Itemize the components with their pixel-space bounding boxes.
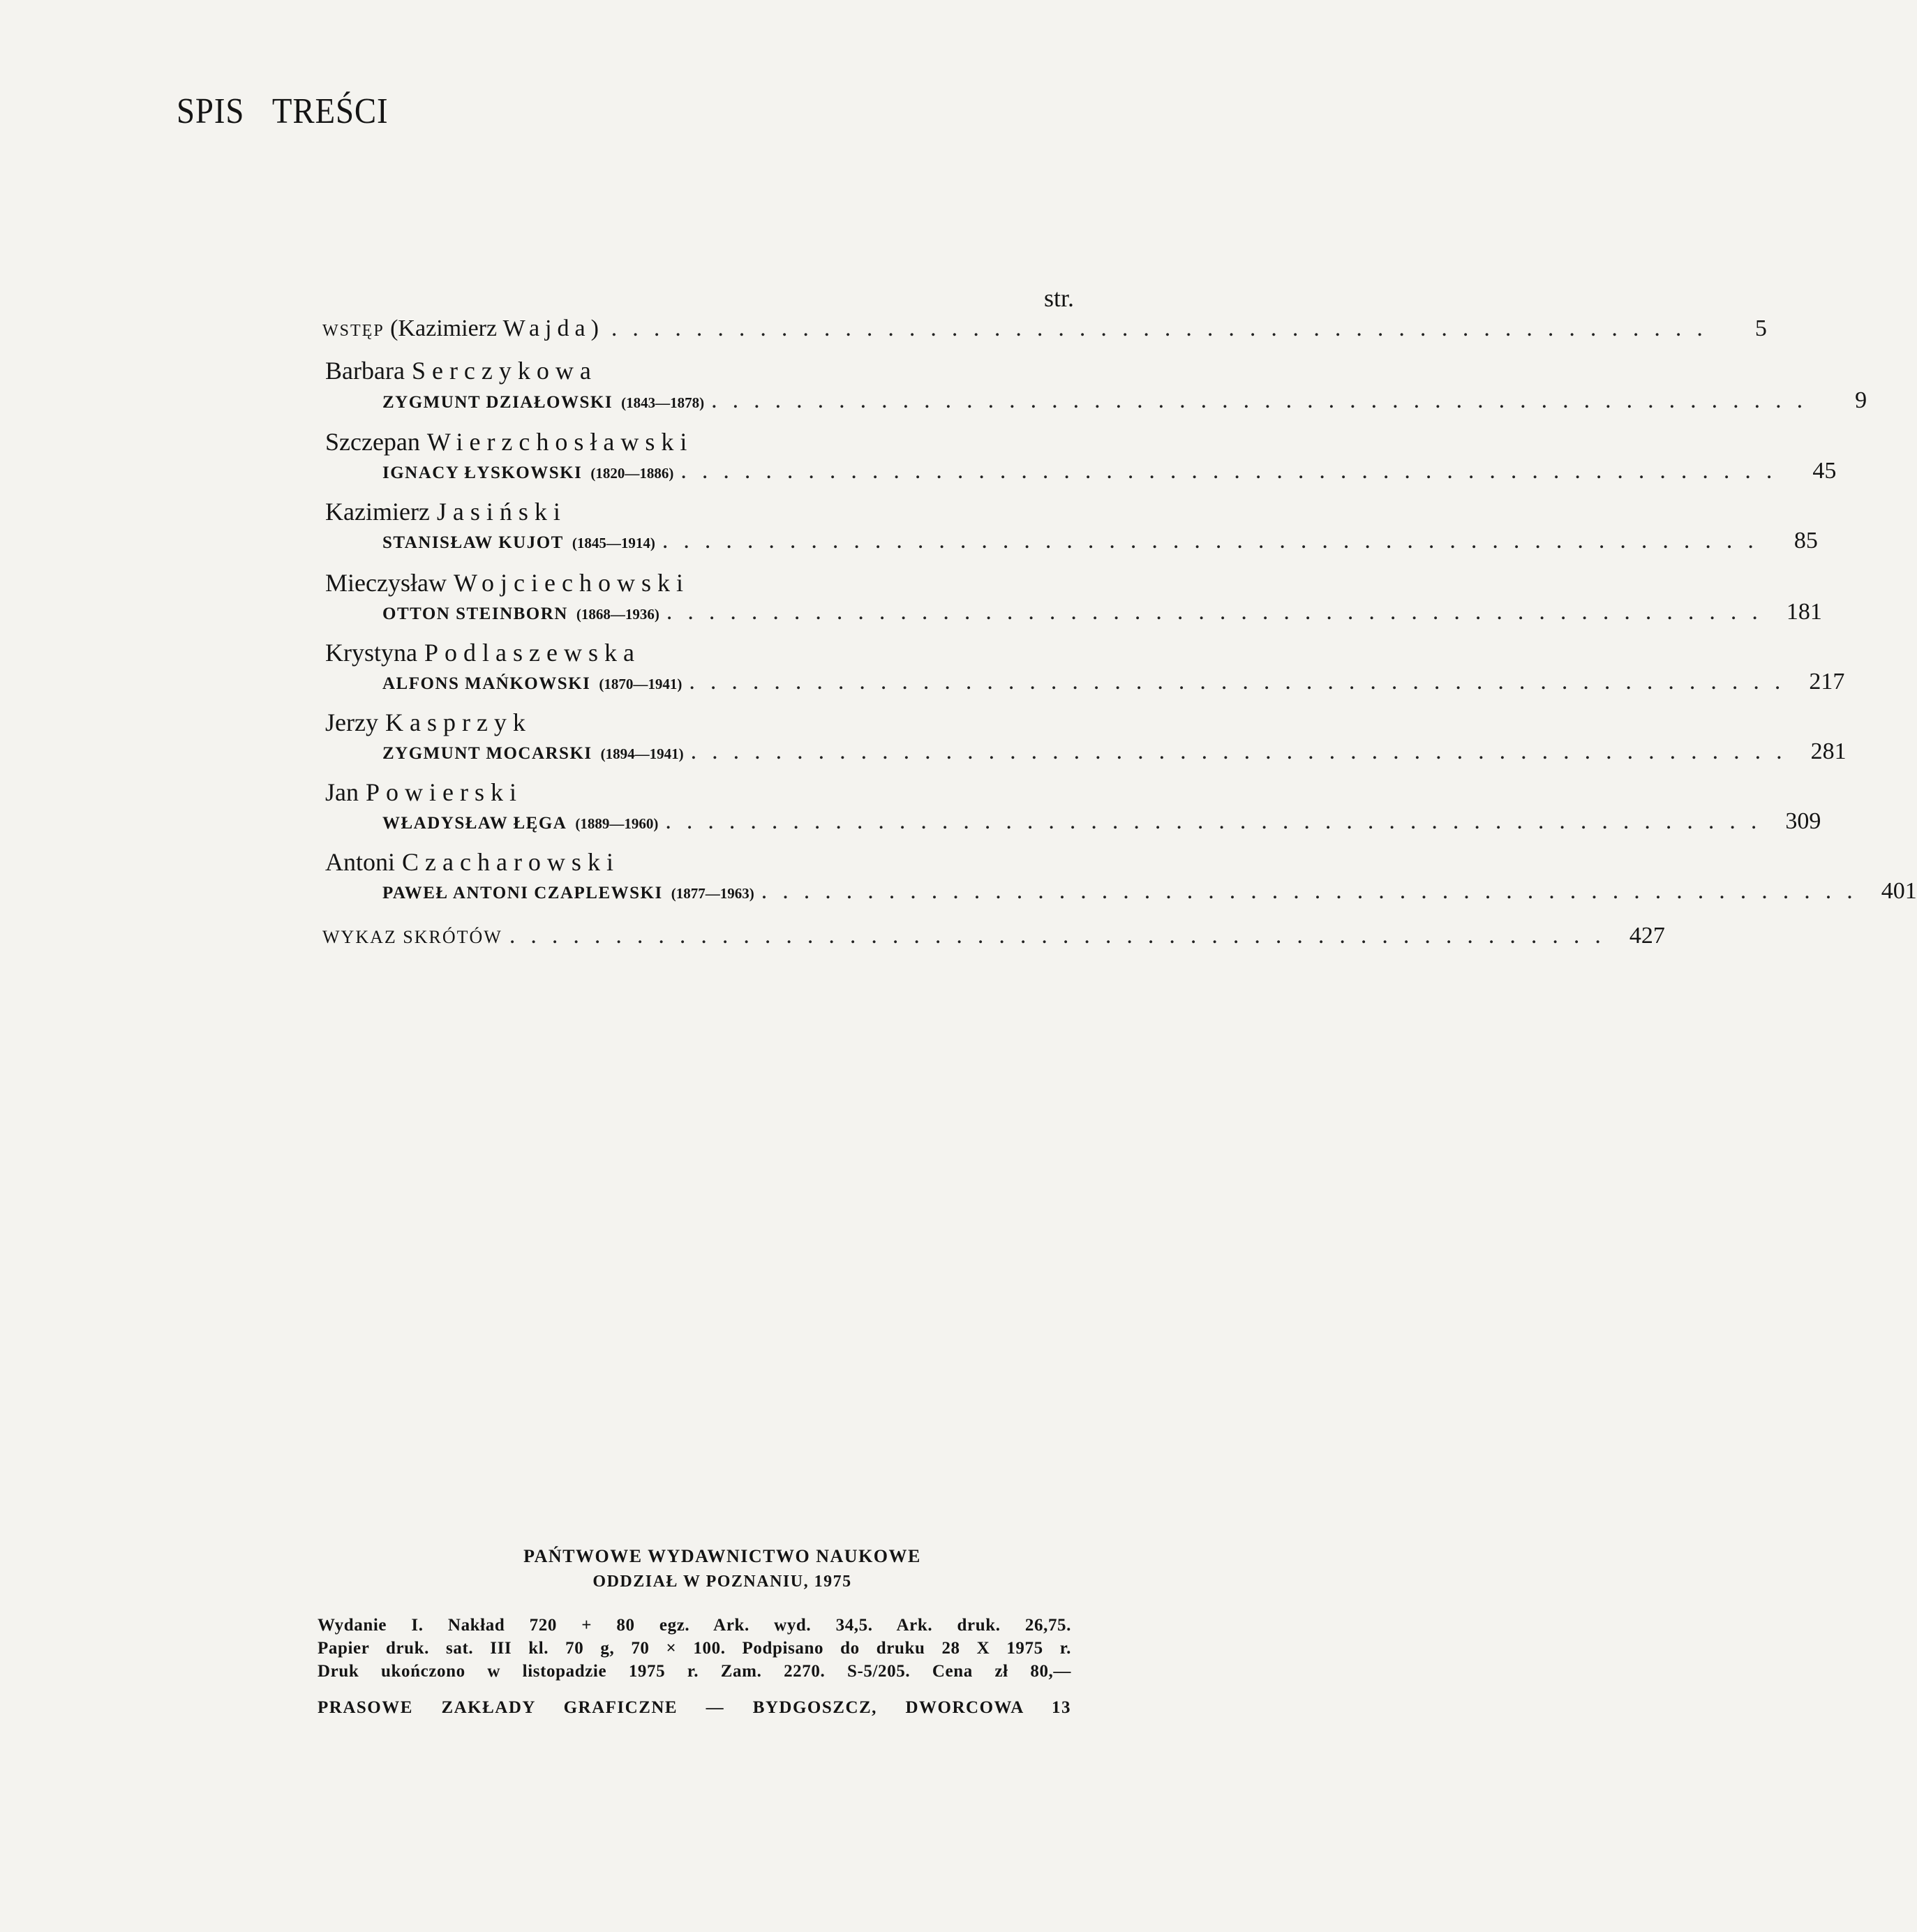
subject-text: STANISŁAW KUJOT [382,533,564,552]
toc-entry-subject-row [382,528,1818,558]
subject-name [382,884,754,903]
subject-text: ZYGMUNT DZIAŁOWSKI [382,393,613,412]
toc-entry-subject-row [382,599,1822,630]
publisher-name: PAŃTWOWE WYDAWNICTWO NAUKOWE [523,1546,921,1566]
dot-leader: .................................................... [711,387,1819,413]
toc-entry-subject-row [382,387,1867,418]
subject-name [382,814,658,833]
author-first-name: Szczepan [325,428,420,456]
subject-years: (1870—1941) [599,676,682,692]
toc-entry-author [325,847,620,877]
author-surname: Jasiński [436,498,567,526]
dot-leader: .................................................... [680,458,1788,484]
entry-page-number: 309 [1785,808,1821,834]
author-surname: Powierski [366,778,523,806]
toc-entry-subject-row [382,738,1847,769]
toc-entry-author [325,778,523,807]
printer-line: PRASOWE ZAKŁADY GRAFICZNE — BYDGOSZCZ, DWORCOWA 13 [318,1698,1071,1717]
toc-intro-text [322,315,604,342]
subject-text: ZYGMUNT MOCARSKI [382,744,592,763]
subject-years: (1894—1941) [600,745,684,762]
title-word-1: SPIS [177,91,245,131]
intro-label: WSTĘP [322,322,385,340]
edition-details [318,1614,1071,1683]
entry-page-number: 45 [1812,458,1837,484]
toc-entry-author [325,708,532,737]
author-surname: Wierzchosławski [426,428,694,456]
subject-years: (1845—1914) [572,535,655,551]
toc-entry-author [325,427,693,456]
author-surname: Serczykowa [411,357,597,385]
subject-name [382,393,704,413]
toc-abbreviations-row [322,923,1665,953]
subject-name [382,674,682,694]
dot-leader: .................................................... [689,669,1796,694]
toc-entry-author [325,356,597,385]
publisher-branch: ODDZIAŁ W POZNANIU, 1975 [592,1573,852,1591]
subject-years: (1877—1963) [671,885,754,902]
toc-entry-subject-row [382,458,1837,489]
entry-page-number: 281 [1810,738,1847,764]
author-surname: Podlaszewska [424,639,641,667]
entry-page-number: 9 [1855,387,1867,413]
intro-author-last: Wajda) [502,315,604,341]
subject-name [382,744,684,764]
edition-line-1: Wydanie I. Nakład 720 + 80 egz. Ark. wyd. 34,5. Ark. druk. 26,75. [318,1616,1071,1635]
subject-name [382,463,673,483]
toc-entry-author [325,638,641,667]
intro-author-first: (Kazimierz [390,315,498,341]
entry-page-number: 217 [1809,669,1845,694]
subject-years: (1889—1960) [575,815,659,832]
entry-page-number: 181 [1786,599,1822,625]
page-column-label: str. [1044,284,1075,312]
subject-text: ALFONS MAŃKOWSKI [382,674,591,693]
dot-leader: .................................................... [662,528,1769,553]
author-first-name: Jan [325,778,359,806]
entry-page-number: 401 [1881,878,1917,904]
toc-entry-subject-row [382,669,1845,699]
author-first-name: Kazimierz [325,498,430,526]
toc-entry-subject-row [382,878,1917,909]
dot-leader: .................................................... [666,599,1773,625]
dot-leader: .................................................... [690,738,1798,764]
colophon [318,1544,1071,1718]
edition-line-3: Druk ukończono w listopadzie 1975 r. Zam. 2270. S-5/205. Cena zł 80,— [318,1662,1071,1681]
subject-years: (1843—1878) [621,394,705,411]
subject-name [382,533,655,553]
subject-text: OTTON STEINBORN [382,604,568,623]
dot-leader: .................................................... [509,923,1616,949]
author-first-name: Krystyna [325,639,417,667]
page-title [177,91,388,132]
subject-years: (1868—1936) [576,606,659,623]
toc-entry-author [325,568,689,597]
author-first-name: Barbara [325,357,405,385]
subject-text: PAWEŁ ANTONI CZAPLEWSKI [382,884,663,902]
subject-text: WŁADYSŁAW ŁĘGA [382,814,567,833]
subject-name [382,604,659,624]
subject-text: IGNACY ŁYSKOWSKI [382,463,583,482]
author-surname: Czacharowski [402,848,620,876]
dot-leader: .................................................... [611,315,1718,341]
title-word-2: TREŚCI [271,91,389,131]
toc-intro-row [322,315,1767,346]
dot-leader: .................................................... [665,808,1773,834]
edition-line-2: Papier druk. sat. III kl. 70 g, 70 × 100. Podpisano do druku 28 X 1975 r. [318,1639,1071,1658]
toc-entry-author [325,497,567,526]
abbreviations-page-number: 427 [1629,923,1665,949]
abbreviations-label: WYKAZ SKRÓTÓW [322,927,502,947]
intro-page-number: 5 [1754,315,1767,341]
author-surname: Wojciechowski [453,569,689,597]
publisher-block [373,1544,1071,1594]
entry-page-number: 85 [1793,528,1818,553]
toc-entry-subject-row [382,808,1821,839]
subject-years: (1820—1886) [590,465,674,482]
author-first-name: Mieczysław [325,569,447,597]
author-surname: Kasprzyk [385,708,532,736]
author-first-name: Antoni [325,848,396,876]
author-first-name: Jerzy [325,708,378,736]
dot-leader: .................................................... [761,878,1868,904]
